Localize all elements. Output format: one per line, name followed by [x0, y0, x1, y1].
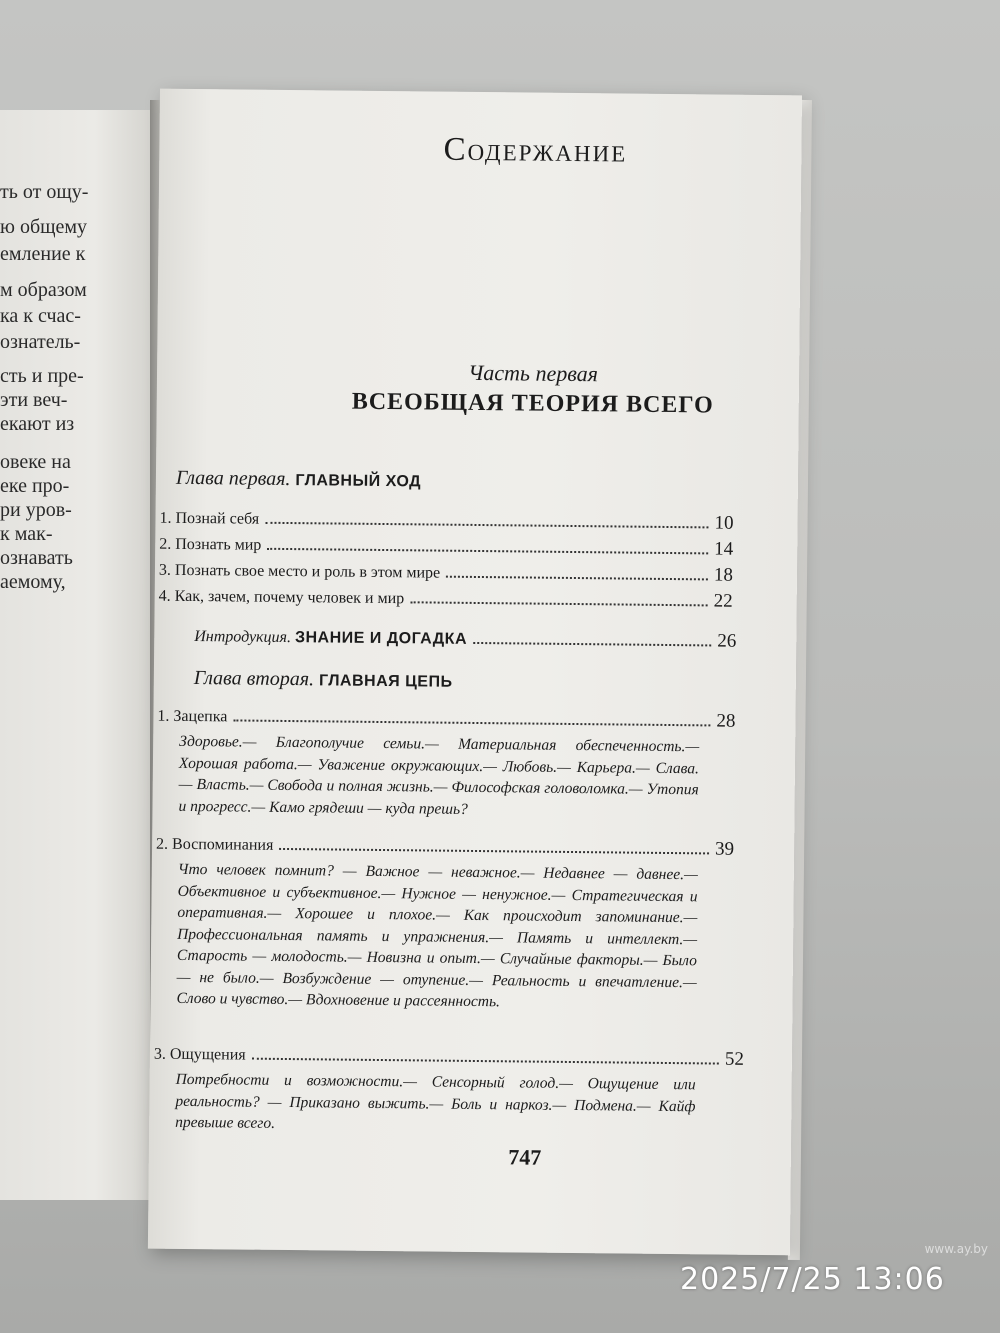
toc-page-number: 52	[724, 1048, 744, 1070]
toc-entry-text: 4. Как, зачем, почему человек и мир	[158, 587, 405, 608]
left-page-line: еке про-	[0, 475, 70, 497]
toc-entry-text: 3. Познать свое место и роль в этом мире	[158, 561, 441, 582]
left-page-line: сть и пре-	[0, 365, 84, 387]
left-page-line: ю общему	[0, 216, 88, 238]
toc-entry-text: 3. Ощущения	[153, 1045, 246, 1064]
toc-entry-text: 2. Воспоминания	[156, 835, 274, 854]
chapter-label: Глава первая.	[175, 466, 291, 491]
left-page-line: аемому,	[0, 571, 66, 593]
leader-dots	[446, 575, 708, 581]
toc-page-number: 26	[717, 630, 737, 652]
leader-dots	[279, 847, 709, 854]
toc-entry[interactable]	[159, 559, 733, 587]
page-number: 747	[508, 1144, 542, 1170]
intro-label: Интродукция.	[194, 628, 292, 647]
watermark: www.ay.by	[924, 1242, 988, 1256]
chapter-heading	[176, 467, 421, 493]
toc-page-number: 39	[714, 838, 735, 860]
left-page-line: екают из	[0, 413, 75, 435]
toc-entry-text: 1. Познай себя	[159, 509, 260, 528]
left-page	[0, 110, 158, 1200]
left-page-line: ознатель-	[0, 331, 81, 353]
left-page-line: ри уров-	[0, 499, 72, 521]
chapter-title: ГЛАВНЫЙ ХОД	[295, 472, 422, 491]
toc-entry[interactable]	[156, 833, 734, 861]
left-page-line: ка к счас-	[0, 305, 81, 327]
leader-dots	[252, 1057, 719, 1065]
chapter-label: Глава вторая.	[193, 667, 315, 691]
toc-entry[interactable]	[159, 585, 733, 613]
left-page-line: емление к	[0, 243, 86, 265]
toc-page-number: 18	[713, 564, 734, 586]
intro-entry[interactable]	[194, 625, 736, 653]
leader-dots	[233, 718, 710, 726]
left-page-line: ть от ощу-	[0, 181, 89, 203]
toc-page-number: 14	[714, 538, 734, 560]
photo-timestamp: 2025/7/25 13:06	[680, 1262, 945, 1297]
left-page-line: овеке на	[0, 451, 71, 473]
leader-dots	[267, 547, 708, 555]
left-page-line: к мак-	[0, 523, 53, 545]
part-title: ВСЕОБЩАЯ ТЕОРИЯ ВСЕГО	[351, 388, 714, 419]
toc-entry-text: 2. Познать мир	[159, 535, 262, 554]
leader-dots	[265, 521, 708, 529]
toc-page-number: 28	[716, 710, 736, 732]
leader-dots	[473, 641, 711, 646]
contents-page	[148, 89, 802, 1256]
leader-dots	[410, 600, 707, 606]
toc-entry[interactable]	[157, 705, 735, 733]
intro-title: ЗНАНИЕ И ДОГАДКА	[294, 629, 468, 648]
part-label: Часть первая	[468, 359, 599, 387]
contents-title: Содержание	[443, 131, 628, 170]
left-page-line: м образом	[0, 279, 87, 301]
toc-entry[interactable]	[159, 507, 733, 535]
left-page-line: ознавать	[0, 547, 73, 569]
chapter-heading	[194, 667, 453, 693]
subtopics: Потребности и возможности.— Сенсорный голод.— Ощущение или реальность? — Приказано выжить.— Боль и наркоз.— Подмена.— Кайф превыше всего.	[175, 1070, 696, 1132]
toc-entry[interactable]	[154, 1043, 744, 1071]
toc-page-number: 10	[714, 512, 734, 534]
left-page-line: эти веч-	[0, 389, 68, 411]
toc-page-number: 22	[713, 590, 733, 612]
toc-entry[interactable]	[159, 533, 733, 561]
subtopics: Здоровье.— Благополучие семьи.— Материальная обеспеченность.— Хорошая работа.— Уважение окружающих.— Любовь.— Карьера.— Слава.— Власть.— Свобода и полная жизнь.— Философская головоломка.— Утопия и прогресс.— Камо грядеши — куда прешь?	[178, 732, 700, 818]
subtopics: Что человек помнит? — Важное — неважное.— Недавнее — давнее.— Объективное и субъективное.— Нужное — ненужное.— Стратегическая и оперативная.— Хорошее и плохое.— Как происходит запоминание.— Профессиональная память и упражнения.— Память и интеллект.— Старость — молодость.— Новизна и опыт.— Случайные факторы.— Было — не было.— Возбуждение — отупение.— Реальность и впечатление.— Слово и чувство.— Вдохновение и рассеянность.	[176, 860, 698, 1011]
chapter-title: ГЛАВНАЯ ЦЕПЬ	[318, 672, 453, 691]
toc-entry-text: 1. Зацепка	[157, 707, 228, 726]
